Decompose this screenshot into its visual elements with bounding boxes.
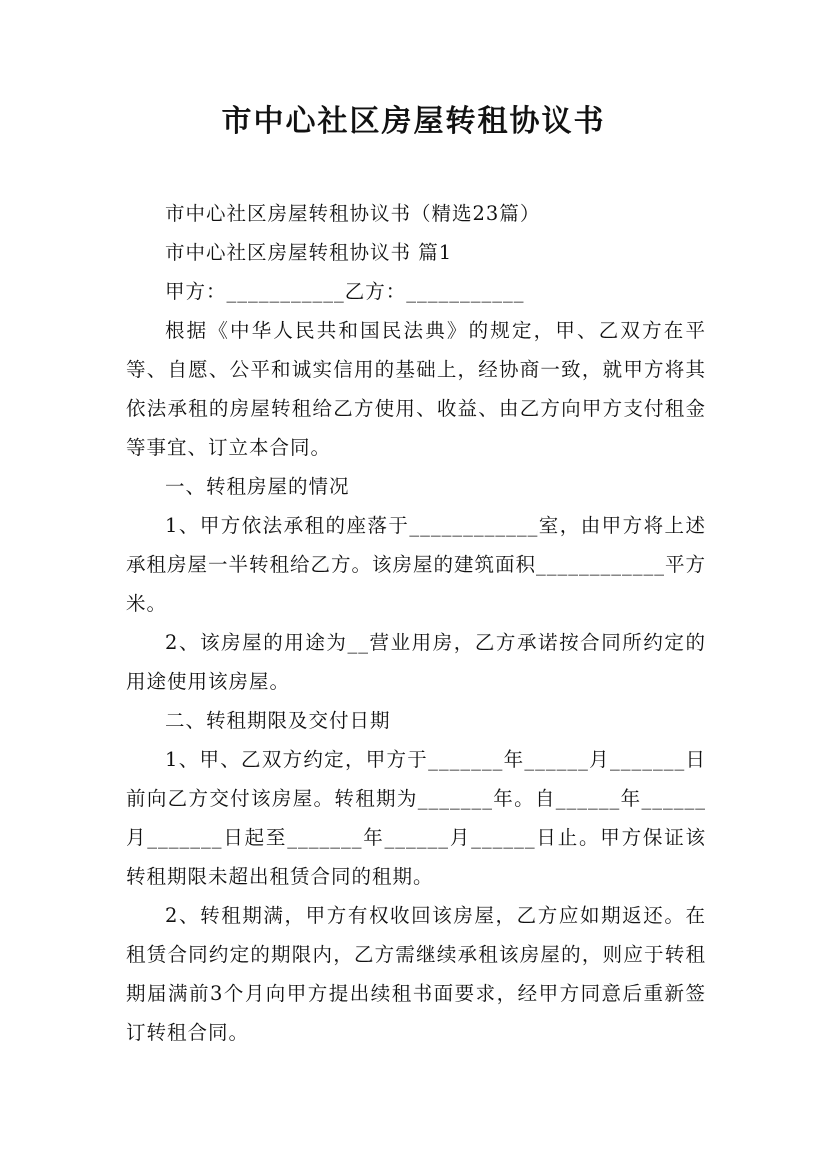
document-title: 市中心社区房屋转租协议书	[221, 104, 606, 139]
clause-1-1: 1、甲方依法承租的座落于____________室，由甲方将上述承租房屋一半转租给乙方。该房屋的建筑面积____________平方米。	[126, 514, 707, 615]
preamble-paragraph: 根据《中华人民共和国民法典》的规定，甲、乙双方在平等、自愿、公平和诚实信用的基础上，经协商一致，就甲方将其依法承租的房屋转租给乙方使用、收益、由乙方向甲方支付租金等事宜、订立本合同。	[126, 319, 706, 459]
clause-2-2: 2、转租期满，甲方有权收回该房屋，乙方应如期返还。在租赁合同约定的期限内，乙方需继续承租该房屋的，则应于转租期届满前3个月向甲方提出续租书面要求，经甲方同意后重新签订转租合同。	[126, 904, 706, 1044]
clause-2-1: 1、甲、乙双方约定，甲方于_______年______月_______日前向乙方交付该房屋。转租期为_______年。自______年______月_______日起至_______年______月______日止。甲方保证该转租期限未超出租赁合同的租期。	[126, 748, 706, 888]
clause-heading-1: 一、转租房屋的情况	[165, 475, 350, 498]
clause-1-2: 2、该房屋的用途为__营业用房，乙方承诺按合同所约定的用途使用该房屋。	[126, 631, 706, 693]
section-heading: 市中心社区房屋转租协议书 篇1	[165, 241, 453, 264]
document-body	[126, 194, 706, 1052]
parties-line: 甲方：___________乙方：___________	[165, 280, 525, 303]
clause-heading-2: 二、转租期限及交付日期	[165, 709, 391, 732]
subtitle-line: 市中心社区房屋转租协议书（精选23篇）	[165, 202, 541, 225]
